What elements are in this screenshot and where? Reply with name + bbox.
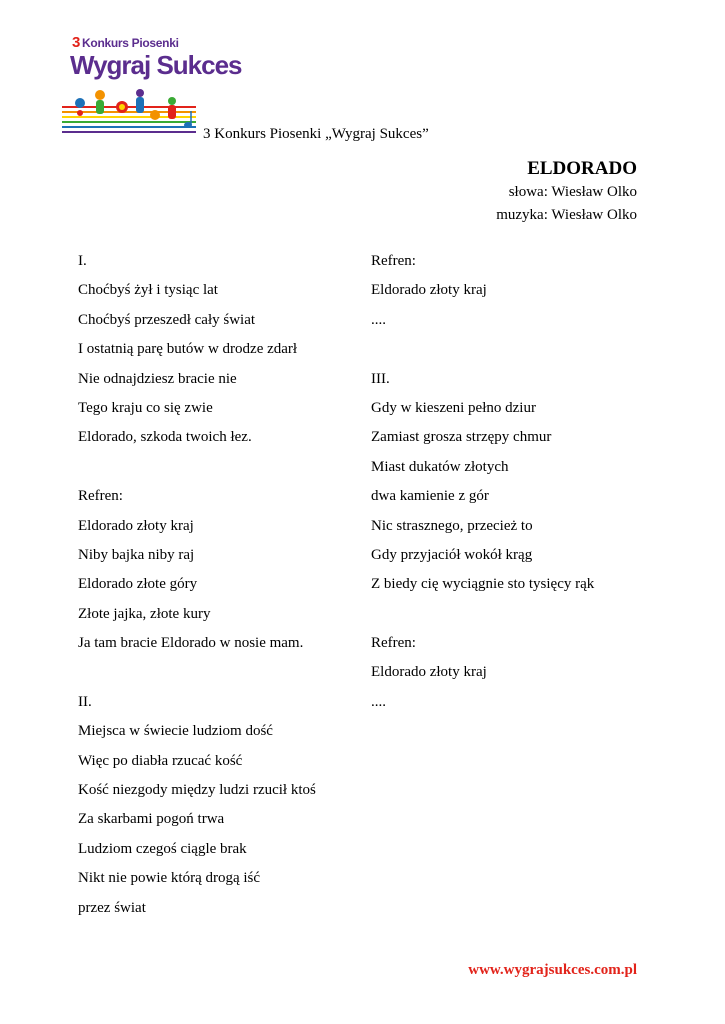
lyric-line: I ostatnią parę butów w drodze zdarł [78,341,298,358]
lyric-line: dwa kamienie z gór [371,488,489,505]
lyrics-credit: słowa: Wiesław Olko [508,184,637,200]
lyric-line: Choćbyś przeszedł cały świat [78,311,256,328]
song-title: ELDORADO [527,158,637,179]
lyric-line: Ja tam bracie Eldorado w nosie mam. [78,635,304,652]
blank-line [371,604,594,633]
lyric-line: II. [78,693,92,710]
lyric-line: Ludziom czegoś ciągle brak [78,840,247,857]
logo-number: 3 [72,34,81,51]
lyrics-left-column [78,251,316,927]
lyric-line: .... [371,311,386,328]
music-credit: muzyka: Wiesław Olko [496,207,637,223]
contest-name: 3 Konkurs Piosenki „Wygraj Sukces” [203,126,429,142]
lyric-line: Zamiast grosza strzępy chmur [371,429,552,446]
lyric-line: Nie odnajdziesz bracie nie [78,370,237,387]
lyric-line: Z biedy cię wyciągnie sto tysięcy rąk [371,576,595,593]
lyric-line: Eldorado złote góry [78,576,198,593]
lyric-line: I. [78,253,87,269]
website-link[interactable]: www.wygrajsukces.com.pl [468,962,637,978]
blank-line [78,662,316,691]
logo-subtitle [72,34,179,51]
lyrics-right-column [371,251,594,721]
lyric-line: Za skarbami pogoń trwa [78,811,225,828]
lyric-line: Refren: [78,488,123,505]
lyric-line: Więc po diabła rzucać kość [78,752,243,769]
lyric-line: Tego kraju co się zwie [78,399,213,416]
lyric-line: Eldorado, szkoda twoich łez. [78,429,252,446]
lyric-line: Niby bajka niby raj [78,546,195,563]
lyric-line: Złote jajka, złote kury [78,605,211,622]
lyric-line: Nic strasznego, przecież to [371,517,533,534]
lyric-line: Miejsca w świecie ludziom dość [78,723,273,740]
lyric-line: Eldorado złoty kraj [78,517,194,534]
lyric-line: Kość niezgody między ludzi rzucił ktoś [78,782,316,799]
lyric-line: Eldorado złoty kraj [371,282,487,299]
lyric-line: Nikt nie powie którą drogą iść [78,870,261,887]
lyric-line: Gdy przyjaciół wokół krąg [371,546,533,563]
lyric-line: Refren: [371,253,416,269]
lyric-line: Miast dukatów złotych [371,458,509,475]
lyric-line: .... [371,693,386,710]
contest-logo [60,30,242,140]
logo-small-text: Konkurs Piosenki [82,36,179,50]
lyric-line: III. [371,370,390,387]
blank-line [78,457,316,486]
lyric-line: Gdy w kieszeni pełno dziur [371,399,536,416]
blank-line [371,339,594,368]
logo-title: Wygraj Sukces [70,50,242,80]
lyric-line: Refren: [371,635,416,652]
music-staff-icon [60,85,200,140]
lyric-line: przez świat [78,899,146,916]
lyric-line: Choćbyś żył i tysiąc lat [78,282,218,299]
lyric-line: Eldorado złoty kraj [371,664,487,681]
